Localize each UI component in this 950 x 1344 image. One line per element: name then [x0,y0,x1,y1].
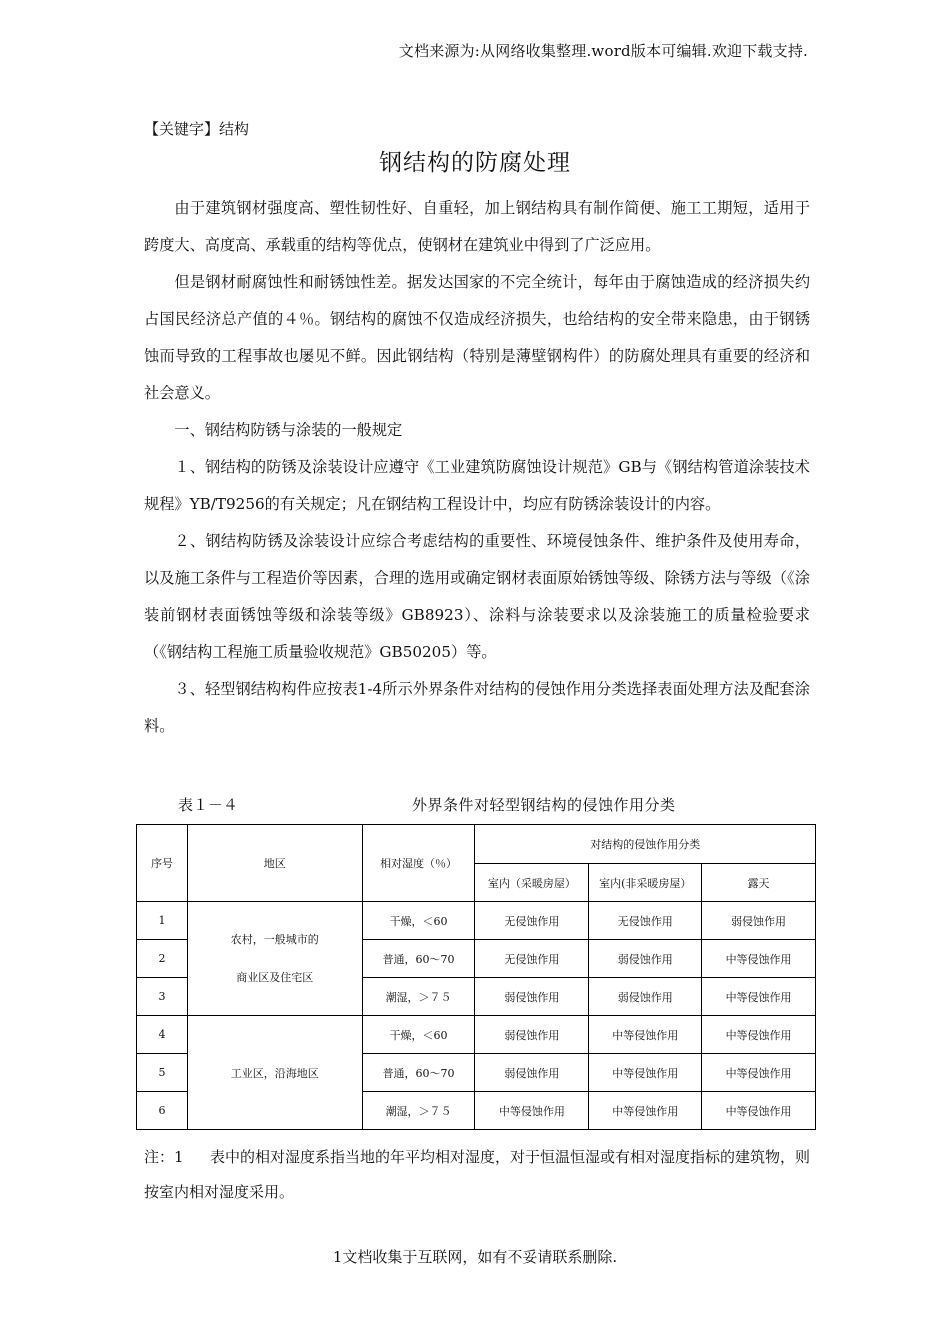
cell-indoor-heated: 弱侵蚀作用 [475,978,589,1016]
page-footer: 1文档收集于互联网，如有不妥请联系删除. [332,1248,618,1266]
paragraph-rule-2: ２、钢结构防锈及涂装设计应综合考虑结构的重要性、环境侵蚀条件、维护条件及使用寿命，以及施工条件与工程造价等因素，合理的选用或确定钢材表面原始锈蚀等级、除锈方法与等级（《涂装前钢材表面锈蚀等级和涂装等级》GB8923）、涂料与涂装要求以及涂装施工的质量检验要求（《钢结构工程施工质量验收规范》GB50205）等。 [144,532,810,661]
table-note [144,1140,810,1210]
cell-no: 6 [137,1092,188,1130]
cell-indoor-unheated: 中等侵蚀作用 [589,1092,702,1130]
table-title: 外界条件对轻型钢结构的侵蚀作用分类 [412,796,676,814]
cell-no: 1 [137,902,188,940]
cell-outdoor: 弱侵蚀作用 [702,902,816,940]
cell-outdoor: 中等侵蚀作用 [702,1092,816,1130]
page-header: 文档来源为:从网络收集整理.word版本可编辑.欢迎下载支持. [398,42,808,60]
region-line: 商业区及住宅区 [236,970,314,984]
region-line: 农村，一般城市的 [230,932,319,946]
cell-region [187,902,362,1016]
cell-humidity: 普通，60～70 [362,940,475,978]
paragraph-corrosion: 但是钢材耐腐蚀性和耐锈蚀性差。据发达国家的不完全统计，每年由于腐蚀造成的经济损失约占国民经济总产值的４％。钢结构的腐蚀不仅造成经济损失，也给结构的安全带来隐患，由于钢锈蚀而导致的工程事故也屡见不鲜。因此钢结构（特别是薄壁钢构件）的防腐处理具有重要的经济和社会意义。 [144,273,810,402]
corrosion-table [136,824,816,1130]
cell-indoor-heated: 中等侵蚀作用 [475,1092,589,1130]
cell-indoor-heated: 无侵蚀作用 [475,940,589,978]
region-line: 工业区，沿海地区 [230,1066,319,1080]
paragraph-intro: 由于建筑钢材强度高、塑性韧性好、自重轻，加上钢结构具有制作简便、施工工期短，适用于跨度大、高度高、承载重的结构等优点，使钢材在建筑业中得到了广泛应用。 [144,199,810,254]
cell-no: 3 [137,978,188,1016]
document-title: 钢结构的防腐处理 [379,150,571,176]
keyword-line: 【关键字】结构 [144,120,250,138]
cell-humidity: 潮湿，＞７５ [362,978,475,1016]
cell-indoor-unheated: 中等侵蚀作用 [589,1016,702,1054]
cell-humidity: 干燥，＜60 [362,1016,475,1054]
cell-indoor-heated: 弱侵蚀作用 [475,1054,589,1092]
cell-indoor-heated: 弱侵蚀作用 [475,1016,589,1054]
header-outdoor: 露天 [702,864,816,902]
header-humidity: 相对湿度（％） [362,825,475,902]
header-no: 序号 [137,825,188,902]
section-heading: 一、钢结构防锈与涂装的一般规定 [174,421,403,439]
header-indoor-heated: 室内（采暖房屋） [475,864,589,902]
cell-outdoor: 中等侵蚀作用 [702,1054,816,1092]
cell-no: 5 [137,1054,188,1092]
paragraph-rule-3: ３、轻型钢结构构件应按表1-4所示外界条件对结构的侵蚀作用分类选择表面处理方法及配套涂料。 [144,680,810,735]
table-row [137,1016,816,1054]
body-text [144,190,810,745]
cell-region [187,1016,362,1130]
cell-no: 2 [137,940,188,978]
cell-indoor-unheated: 中等侵蚀作用 [589,1054,702,1092]
cell-indoor-unheated: 无侵蚀作用 [589,902,702,940]
cell-indoor-heated: 无侵蚀作用 [475,902,589,940]
table-number: 表１－４ [178,796,239,814]
note-text: 表中的相对湿度系指当地的年平均相对湿度，对于恒温恒湿或有相对湿度指标的建筑物，则按室内相对湿度采用。 [144,1148,811,1201]
header-region: 地区 [187,825,362,902]
cell-no: 4 [137,1016,188,1054]
cell-humidity: 干燥，＜60 [362,902,475,940]
cell-humidity: 普通，60～70 [362,1054,475,1092]
cell-humidity: 潮湿，＞７５ [362,1092,475,1130]
cell-outdoor: 中等侵蚀作用 [702,1016,816,1054]
cell-indoor-unheated: 弱侵蚀作用 [589,940,702,978]
table-row [137,902,816,940]
cell-outdoor: 中等侵蚀作用 [702,978,816,1016]
cell-indoor-unheated: 弱侵蚀作用 [589,978,702,1016]
header-indoor-unheated: 室内(非采暖房屋） [589,864,702,902]
note-label: 注：1 [144,1148,184,1166]
table-header-row [137,825,816,864]
cell-outdoor: 中等侵蚀作用 [702,940,816,978]
paragraph-rule-1: １、钢结构的防锈及涂装设计应遵守《工业建筑防腐蚀设计规范》GB与《钢结构管道涂装技术规程》YB/T9256的有关规定；凡在钢结构工程设计中，均应有防锈涂装设计的内容。 [144,458,810,513]
header-group: 对结构的侵蚀作用分类 [475,825,816,864]
